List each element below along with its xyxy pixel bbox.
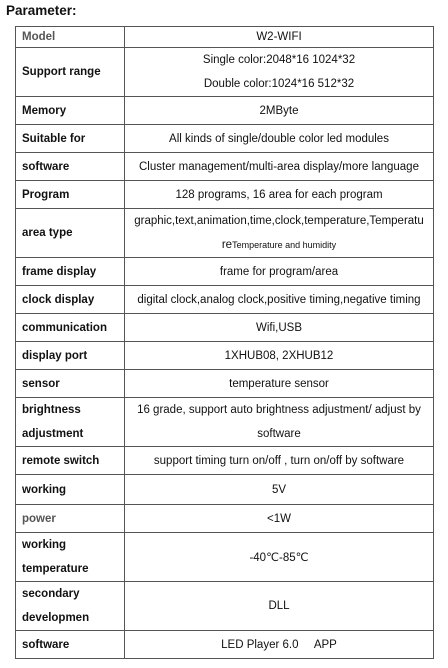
- table-row: [16, 286, 434, 314]
- row-value: [125, 209, 434, 258]
- value-line: 16 grade, support auto brightness adjustment/ adjust by: [137, 404, 421, 416]
- table-row: [16, 258, 434, 286]
- value-line: graphic,text,animation,time,clock,temperature,Temperatu: [134, 215, 424, 227]
- label-line: working: [22, 539, 67, 551]
- row-label: display port: [16, 342, 125, 370]
- row-value: 1XHUB08, 2XHUB12: [125, 342, 434, 370]
- row-label: remote switch: [16, 447, 125, 475]
- row-label: working: [16, 475, 125, 505]
- value-line: [125, 233, 433, 257]
- row-label: Suitable for: [16, 125, 125, 153]
- row-label: power: [16, 505, 125, 533]
- row-label: frame display: [16, 258, 125, 286]
- row-value: [125, 48, 434, 97]
- table-row: [16, 209, 434, 258]
- table-row: [16, 48, 434, 97]
- table-row: [16, 370, 434, 398]
- row-label: Memory: [16, 97, 125, 125]
- table-row: [16, 398, 434, 447]
- row-label: software: [16, 631, 125, 659]
- label-line: secondary: [22, 588, 80, 600]
- row-value: W2-WIFI: [125, 27, 434, 48]
- parameter-table: [15, 26, 434, 659]
- table-row: [16, 181, 434, 209]
- row-label: [16, 533, 125, 582]
- row-value: [125, 398, 434, 447]
- row-label: software: [16, 153, 125, 181]
- value-line: software: [257, 428, 301, 440]
- row-label: [16, 582, 125, 631]
- value-line: Double color:1024*16 512*32: [203, 78, 355, 90]
- row-value: DLL: [125, 582, 434, 631]
- value-fragment: Temperature and humidity: [232, 240, 337, 250]
- table-row: [16, 342, 434, 370]
- value-fragment: re: [221, 239, 233, 251]
- row-label: area type: [16, 209, 125, 258]
- row-value: Wifi,USB: [125, 314, 434, 342]
- row-value: LED Player 6.0 APP: [125, 631, 434, 659]
- label-line: adjustment: [22, 428, 84, 440]
- row-label: clock display: [16, 286, 125, 314]
- row-value: <1W: [125, 505, 434, 533]
- row-label: Program: [16, 181, 125, 209]
- row-label: sensor: [16, 370, 125, 398]
- row-label: communication: [16, 314, 125, 342]
- row-label: Support range: [16, 48, 125, 97]
- row-value: support timing turn on/off , turn on/off by software: [125, 447, 434, 475]
- table-row: [16, 582, 434, 631]
- row-value: Cluster management/multi-area display/more language: [125, 153, 434, 181]
- table-row: [16, 533, 434, 582]
- table-row: [16, 475, 434, 505]
- table-row: [16, 631, 434, 659]
- row-value: digital clock,analog clock,positive timing,negative timing: [125, 286, 434, 314]
- row-label: [16, 398, 125, 447]
- value-line: Single color:2048*16 1024*32: [202, 54, 356, 66]
- table-row: [16, 97, 434, 125]
- row-value: 5V: [125, 475, 434, 505]
- table-row: [16, 505, 434, 533]
- row-label: Model: [16, 27, 125, 48]
- table-row: [16, 27, 434, 48]
- row-value: 2MByte: [125, 97, 434, 125]
- row-value: 128 programs, 16 area for each program: [125, 181, 434, 209]
- label-line: temperature: [22, 563, 89, 575]
- row-value: -40℃-85℃: [125, 533, 434, 582]
- label-line: developmen: [22, 612, 90, 624]
- label-line: brightness: [22, 404, 81, 416]
- parameter-heading: Parameter:: [6, 3, 77, 18]
- row-value: All kinds of single/double color led modules: [125, 125, 434, 153]
- table-row: [16, 125, 434, 153]
- table-row: [16, 314, 434, 342]
- table-row: [16, 447, 434, 475]
- table-row: [16, 153, 434, 181]
- row-value: temperature sensor: [125, 370, 434, 398]
- row-value: frame for program/area: [125, 258, 434, 286]
